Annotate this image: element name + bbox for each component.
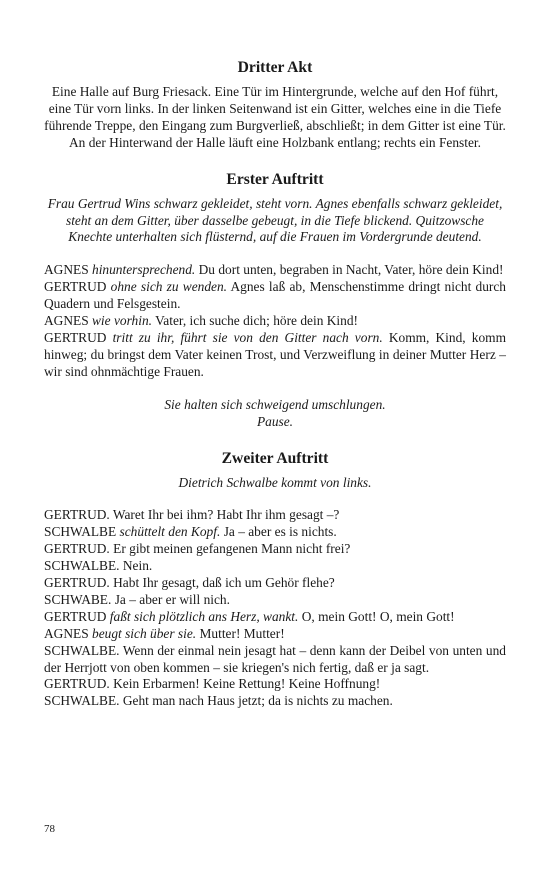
act-title: Dritter Akt — [237, 59, 313, 76]
dialogue-line — [44, 693, 506, 710]
dialogue-line — [44, 330, 506, 381]
speech: Nein. — [122, 558, 153, 574]
speaker: SCHWABE. — [44, 591, 112, 607]
speaker: GERTRUD. — [44, 575, 110, 591]
speech: Habt Ihr gesagt, daß ich um Gehör flehe? — [113, 575, 335, 591]
stage-direction-inline: hinuntersprechend. — [92, 262, 196, 278]
act-stage-direction: Eine Halle auf Burg Friesack. Eine Tür im Hintergrunde, welche auf den Hof führt, eine Tür vorn links. In der linken Seitenwand ist ein Gitter, welches eine in die Tiefe führende Treppe, den Eingang zum Burgverließ, abschließt; in dem Gitter ist eine Tür. An der Hinterwand der Halle läuft eine Holzbank entlang; rechts ein Fenster. — [44, 84, 506, 150]
speech: Vater, ich suche dich; höre dein Kind! — [155, 313, 358, 329]
speaker: SCHWALBE — [44, 524, 117, 540]
scene1-stage-direction: Frau Gertrud Wins schwarz gekleidet, steht vorn. Agnes ebenfalls schwarz gekleidet, steht an dem Gitter, über dasselbe gebeugt, in die Tiefe blickend. Quitzowsche Knechte unterhalten sich flüsternd, auf die Frauen im Vordergrunde deutend. — [47, 195, 503, 245]
speech: Waret Ihr bei ihm? Habt Ihr ihm gesagt –? — [112, 507, 340, 523]
speech: Er gibt meinen gefangenen Mann nicht frei? — [113, 541, 351, 557]
dialogue-line — [44, 541, 506, 558]
closing-direction: Pause. — [256, 413, 294, 429]
speech: O, mein Gott! O, mein Gott! — [301, 608, 455, 624]
page-number: 78 — [44, 823, 55, 835]
dialogue-line — [44, 643, 506, 677]
speaker: GERTRUD. — [44, 541, 110, 557]
speaker: AGNES — [44, 262, 89, 278]
stage-direction-inline: tritt zu ihr, führt sie von den Gitter nach vorn. — [112, 329, 383, 345]
dialogue-line — [44, 279, 506, 313]
speaker: SCHWALBE. — [44, 642, 120, 658]
stage-direction-inline: faßt sich plötzlich ans Herz, wankt. — [109, 608, 299, 624]
speech: Agnes laß ab, Menschenstimme dringt nicht durch Quadern und Felsgestein. — [44, 279, 506, 312]
stage-direction-inline: wie vorhin. — [92, 313, 153, 329]
scene-title-2: Zweiter Auftritt — [221, 449, 329, 467]
speaker: GERTRUD — [44, 329, 107, 345]
dialogue-line — [44, 262, 506, 279]
speaker: SCHWALBE. — [44, 693, 120, 709]
speaker: AGNES — [44, 313, 89, 329]
stage-direction-inline: schüttelt den Kopf. — [119, 524, 221, 540]
speaker: SCHWALBE. — [44, 558, 120, 574]
speech: Kein Erbarmen! Keine Rettung! Keine Hoffnung! — [113, 676, 381, 692]
speaker: GERTRUD. — [44, 676, 110, 692]
speech: Ja – aber es is nichts. — [223, 524, 337, 540]
speaker: GERTRUD — [44, 279, 107, 295]
dialogue-line — [44, 626, 506, 643]
speech: Wenn der einmal nein jesagt hat – denn kann der Deibel von unten und der Herrjott von oben kommen – sie kriegen's nich fertig, daß er ja sagt. — [44, 642, 506, 675]
speaker: GERTRUD — [44, 608, 107, 624]
closing-direction: Sie halten sich schweigend umschlungen. — [164, 396, 386, 412]
dialogue-line — [44, 507, 506, 524]
speech: Komm, Kind, komm hinweg; du bringst dem Vater keinen Trost, und Verzweiflung in deiner Mutter Herz – wir sind ohnmächtige Frauen. — [44, 329, 506, 379]
speech: Mutter! Mutter! — [199, 625, 285, 641]
speaker: GERTRUD. — [44, 507, 110, 523]
speech: Du dort unten, begraben in Nacht, Vater, höre dein Kind! — [198, 262, 504, 278]
dialogue-line — [44, 609, 506, 626]
speech: Geht man nach Haus jetzt; da is nichts zu machen. — [122, 693, 393, 709]
scene1-dialogue — [44, 262, 506, 380]
dialogue-line — [44, 575, 506, 592]
speech: Ja – aber er will nich. — [114, 591, 230, 607]
speaker: AGNES — [44, 625, 89, 641]
dialogue-line — [44, 558, 506, 575]
stage-direction-inline: ohne sich zu wenden. — [110, 279, 228, 295]
dialogue-line — [44, 524, 506, 541]
scene1-closing-directions — [44, 397, 506, 431]
dialogue-line — [44, 592, 506, 609]
dialogue-line — [44, 676, 506, 693]
scene2-dialogue — [44, 507, 506, 710]
page-body — [44, 56, 506, 710]
scene-title-1: Erster Auftritt — [226, 170, 324, 188]
scene2-stage-direction: Dietrich Schwalbe kommt von links. — [178, 474, 372, 490]
stage-direction-inline: beugt sich über sie. — [92, 625, 197, 641]
dialogue-line — [44, 313, 506, 330]
